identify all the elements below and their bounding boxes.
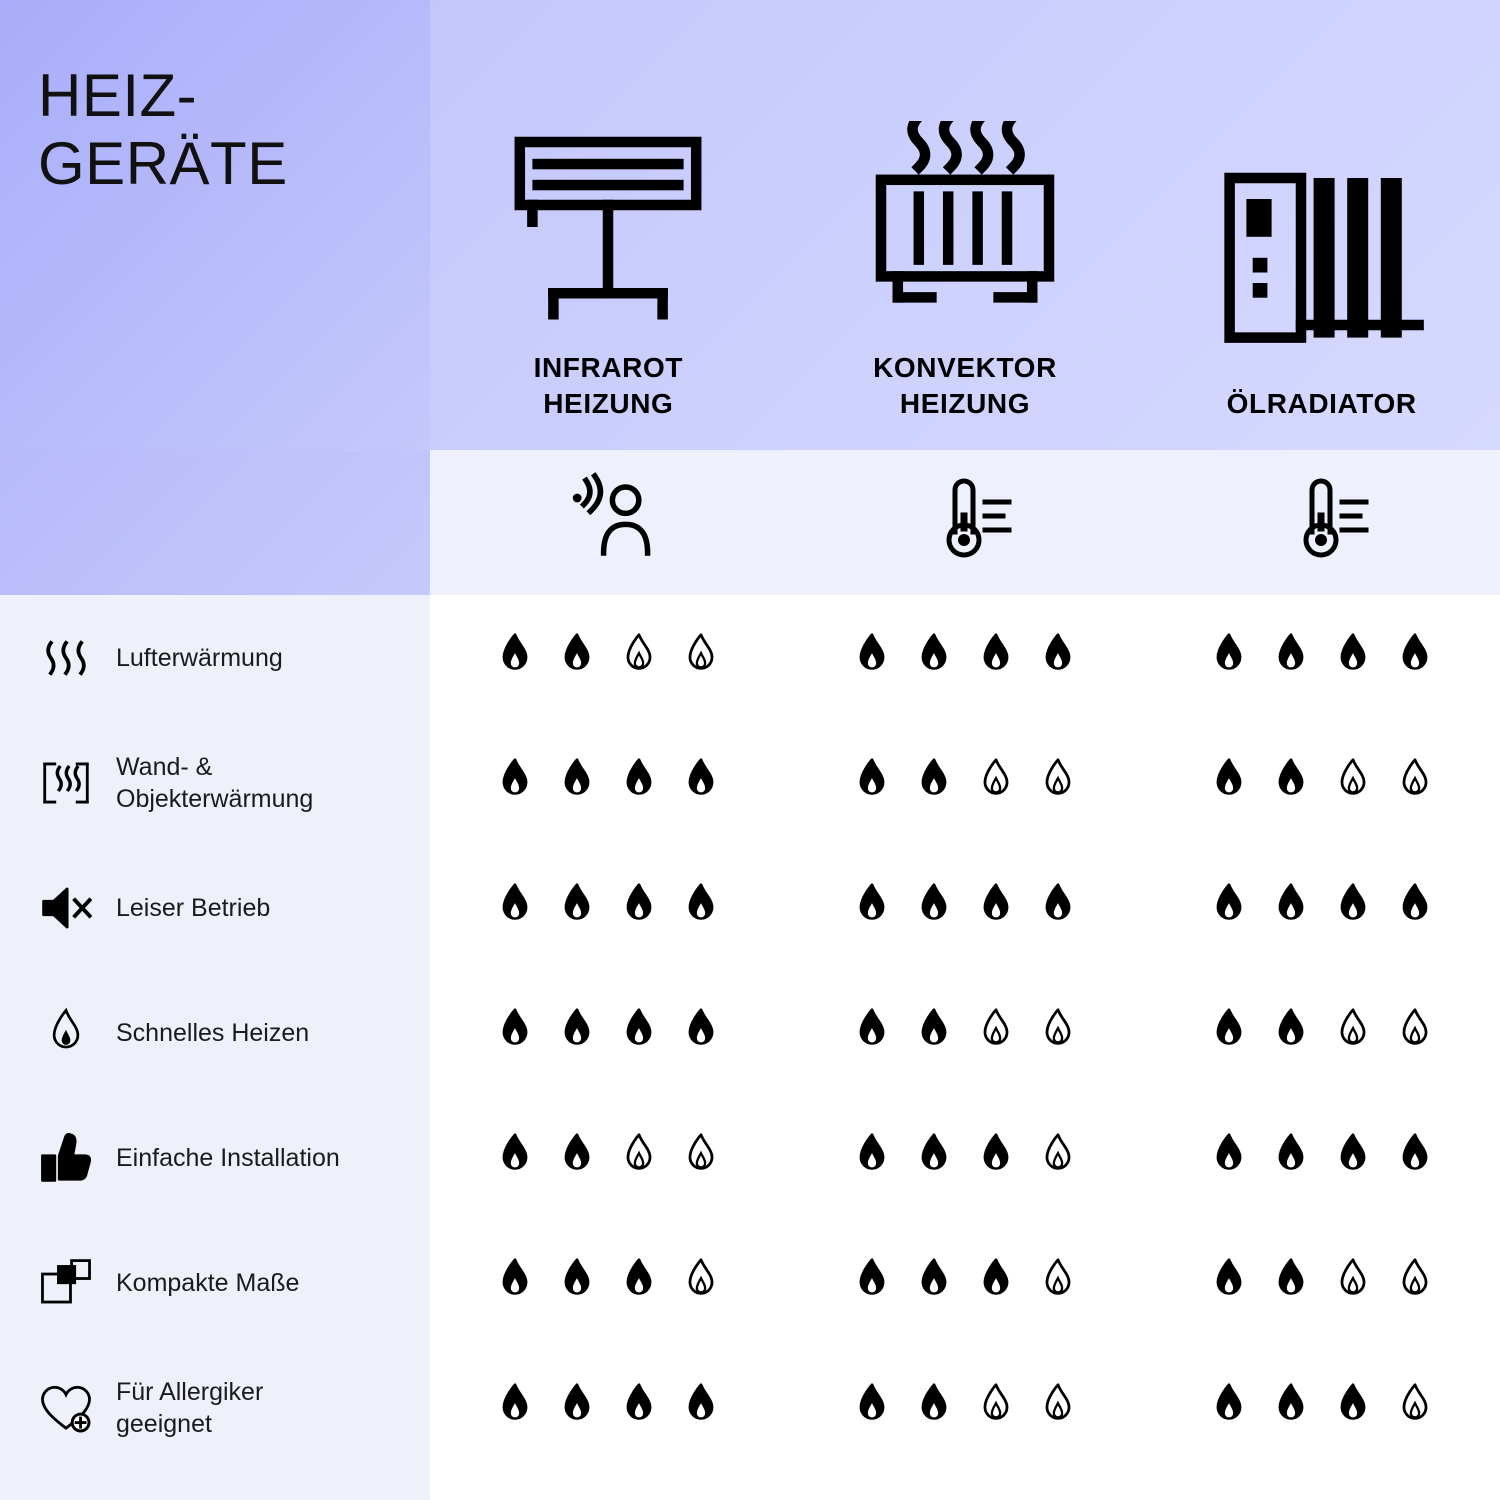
feature-label: Wand- & Objekterwärmung [116, 752, 314, 813]
rating-flame-empty [1035, 1255, 1081, 1310]
rating-3-row-2 [1206, 755, 1438, 810]
rating-row-3 [430, 845, 1500, 970]
rating-flame-filled [492, 880, 538, 935]
rating-flame-empty [973, 1005, 1019, 1060]
rating-flame-filled [1206, 1005, 1252, 1060]
ratings-grid [430, 595, 1500, 1500]
rating-flame-empty [1035, 755, 1081, 810]
feature-label: Leiser Betrieb [116, 893, 271, 922]
rating-row-7 [430, 1345, 1500, 1470]
heart-plus-icon [38, 1379, 94, 1437]
rating-flame-empty [616, 630, 662, 685]
rating-flame-empty [678, 1255, 724, 1310]
rating-3-row-4 [1206, 1005, 1438, 1060]
rating-flame-filled [973, 630, 1019, 685]
rating-flame-filled [1268, 630, 1314, 685]
rating-3-row-5 [1206, 1130, 1438, 1185]
rating-3-row-6 [1206, 1255, 1438, 1310]
rating-flame-filled [678, 1380, 724, 1435]
rating-row-5 [430, 1095, 1500, 1220]
rating-flame-filled [1206, 880, 1252, 935]
rating-flame-filled [911, 1255, 957, 1310]
rating-flame-filled [973, 880, 1019, 935]
rating-flame-empty [678, 1130, 724, 1185]
flame-icon [38, 1006, 94, 1060]
rating-flame-filled [492, 630, 538, 685]
rating-flame-filled [678, 1005, 724, 1060]
rating-flame-filled [1330, 880, 1376, 935]
rating-flame-empty [616, 1130, 662, 1185]
oil-radiator-icon [1217, 162, 1427, 362]
wall-heating-icon [38, 753, 94, 813]
product-header-row [430, 0, 1500, 450]
rating-1-row-4 [492, 1005, 724, 1060]
rating-flame-filled [492, 755, 538, 810]
rating-flame-empty [1392, 1005, 1438, 1060]
rating-flame-filled [911, 880, 957, 935]
rating-flame-filled [1330, 1130, 1376, 1185]
rating-flame-filled [1392, 630, 1438, 685]
rating-flame-filled [554, 1255, 600, 1310]
rating-flame-filled [1035, 630, 1081, 685]
rating-1-row-6 [492, 1255, 724, 1310]
product-column-1 [430, 0, 787, 422]
rating-flame-filled [1206, 630, 1252, 685]
feature-row-4 [0, 970, 430, 1095]
rating-flame-empty [1330, 1255, 1376, 1310]
rating-flame-filled [616, 1005, 662, 1060]
rating-flame-empty [1035, 1380, 1081, 1435]
product-column-3 [1143, 0, 1500, 422]
rating-flame-filled [1268, 1380, 1314, 1435]
rating-flame-filled [1206, 1380, 1252, 1435]
rating-flame-filled [1268, 1255, 1314, 1310]
infrared-heater-icon [503, 126, 713, 326]
compact-size-icon [38, 1255, 94, 1311]
rating-2-row-5 [849, 1130, 1081, 1185]
rating-flame-filled [911, 630, 957, 685]
sensor-row [430, 450, 1500, 595]
rating-row-6 [430, 1220, 1500, 1345]
rating-flame-filled [616, 1255, 662, 1310]
rating-flame-empty [1392, 1380, 1438, 1435]
heat-waves-icon [38, 631, 94, 685]
sensor-band-left-filler [0, 450, 430, 595]
rating-1-row-2 [492, 755, 724, 810]
rating-2-row-3 [849, 880, 1081, 935]
rating-2-row-7 [849, 1380, 1081, 1435]
rating-flame-filled [1392, 1130, 1438, 1185]
rating-flame-filled [1268, 1130, 1314, 1185]
rating-flame-filled [492, 1130, 538, 1185]
rating-flame-filled [1206, 1255, 1252, 1310]
product-name: ÖLRADIATOR [1226, 388, 1417, 420]
rating-row-1 [430, 595, 1500, 720]
rating-flame-empty [1392, 755, 1438, 810]
rating-flame-empty [1035, 1005, 1081, 1060]
rating-3-row-3 [1206, 880, 1438, 935]
rating-flame-filled [554, 755, 600, 810]
rating-1-row-3 [492, 880, 724, 935]
rating-flame-empty [1330, 755, 1376, 810]
rating-3-row-7 [1206, 1380, 1438, 1435]
rating-flame-empty [973, 1380, 1019, 1435]
rating-flame-filled [973, 1130, 1019, 1185]
feature-row-2 [0, 720, 430, 845]
feature-label-column [0, 595, 430, 1500]
rating-flame-filled [849, 755, 895, 810]
feature-label: Schnelles Heizen [116, 1018, 310, 1047]
rating-flame-filled [911, 1130, 957, 1185]
rating-flame-filled [554, 880, 600, 935]
rating-flame-filled [849, 1005, 895, 1060]
rating-flame-filled [1268, 755, 1314, 810]
thermostat-icon [1272, 470, 1372, 575]
product-column-2 [787, 0, 1144, 422]
feature-row-1 [0, 595, 430, 720]
rating-flame-filled [554, 1005, 600, 1060]
rating-flame-filled [1268, 1005, 1314, 1060]
thumbs-up-icon [38, 1130, 94, 1186]
rating-flame-filled [911, 755, 957, 810]
rating-3-row-1 [1206, 630, 1438, 685]
rating-2-row-6 [849, 1255, 1081, 1310]
rating-flame-filled [492, 1380, 538, 1435]
rating-flame-filled [849, 1380, 895, 1435]
rating-flame-empty [1392, 1255, 1438, 1310]
product-name: KONVEKTOR HEIZUNG [873, 352, 1057, 420]
rating-flame-empty [1035, 1130, 1081, 1185]
rating-flame-filled [1392, 880, 1438, 935]
rating-flame-filled [492, 1005, 538, 1060]
rating-flame-filled [973, 1255, 1019, 1310]
rating-row-2 [430, 720, 1500, 845]
rating-flame-filled [616, 880, 662, 935]
rating-flame-filled [1330, 630, 1376, 685]
motion-sensor-icon [553, 465, 663, 580]
rating-flame-empty [1330, 1005, 1376, 1060]
rating-flame-empty [973, 755, 1019, 810]
feature-label: Für Allergiker geeignet [116, 1377, 264, 1438]
rating-flame-filled [849, 1130, 895, 1185]
rating-flame-filled [849, 880, 895, 935]
rating-2-row-4 [849, 1005, 1081, 1060]
feature-row-3 [0, 845, 430, 970]
rating-flame-filled [678, 755, 724, 810]
rating-1-row-1 [492, 630, 724, 685]
rating-flame-filled [554, 630, 600, 685]
rating-flame-filled [1268, 880, 1314, 935]
rating-2-row-2 [849, 755, 1081, 810]
rating-1-row-7 [492, 1380, 724, 1435]
product-name: INFRAROT HEIZUNG [533, 352, 684, 420]
rating-flame-filled [616, 755, 662, 810]
feature-label: Lufterwärmung [116, 643, 283, 672]
convector-heater-icon [860, 126, 1070, 326]
feature-row-7 [0, 1345, 430, 1470]
rating-flame-filled [616, 1380, 662, 1435]
rating-flame-filled [678, 880, 724, 935]
page-title: HEIZ- GERÄTE [38, 62, 288, 198]
feature-label: Einfache Installation [116, 1143, 340, 1172]
rating-flame-filled [911, 1380, 957, 1435]
feature-row-5 [0, 1095, 430, 1220]
rating-flame-filled [911, 1005, 957, 1060]
rating-flame-filled [849, 1255, 895, 1310]
rating-2-row-1 [849, 630, 1081, 685]
rating-row-4 [430, 970, 1500, 1095]
feature-row-6 [0, 1220, 430, 1345]
rating-flame-filled [492, 1255, 538, 1310]
rating-flame-filled [849, 630, 895, 685]
rating-flame-filled [1206, 755, 1252, 810]
rating-flame-filled [554, 1130, 600, 1185]
mute-speaker-icon [38, 879, 94, 937]
rating-flame-filled [1206, 1130, 1252, 1185]
thermostat-icon [915, 470, 1015, 575]
rating-flame-empty [678, 630, 724, 685]
rating-flame-filled [1035, 880, 1081, 935]
feature-label: Kompakte Maße [116, 1268, 300, 1297]
rating-flame-filled [1330, 1380, 1376, 1435]
rating-flame-filled [554, 1380, 600, 1435]
rating-1-row-5 [492, 1130, 724, 1185]
